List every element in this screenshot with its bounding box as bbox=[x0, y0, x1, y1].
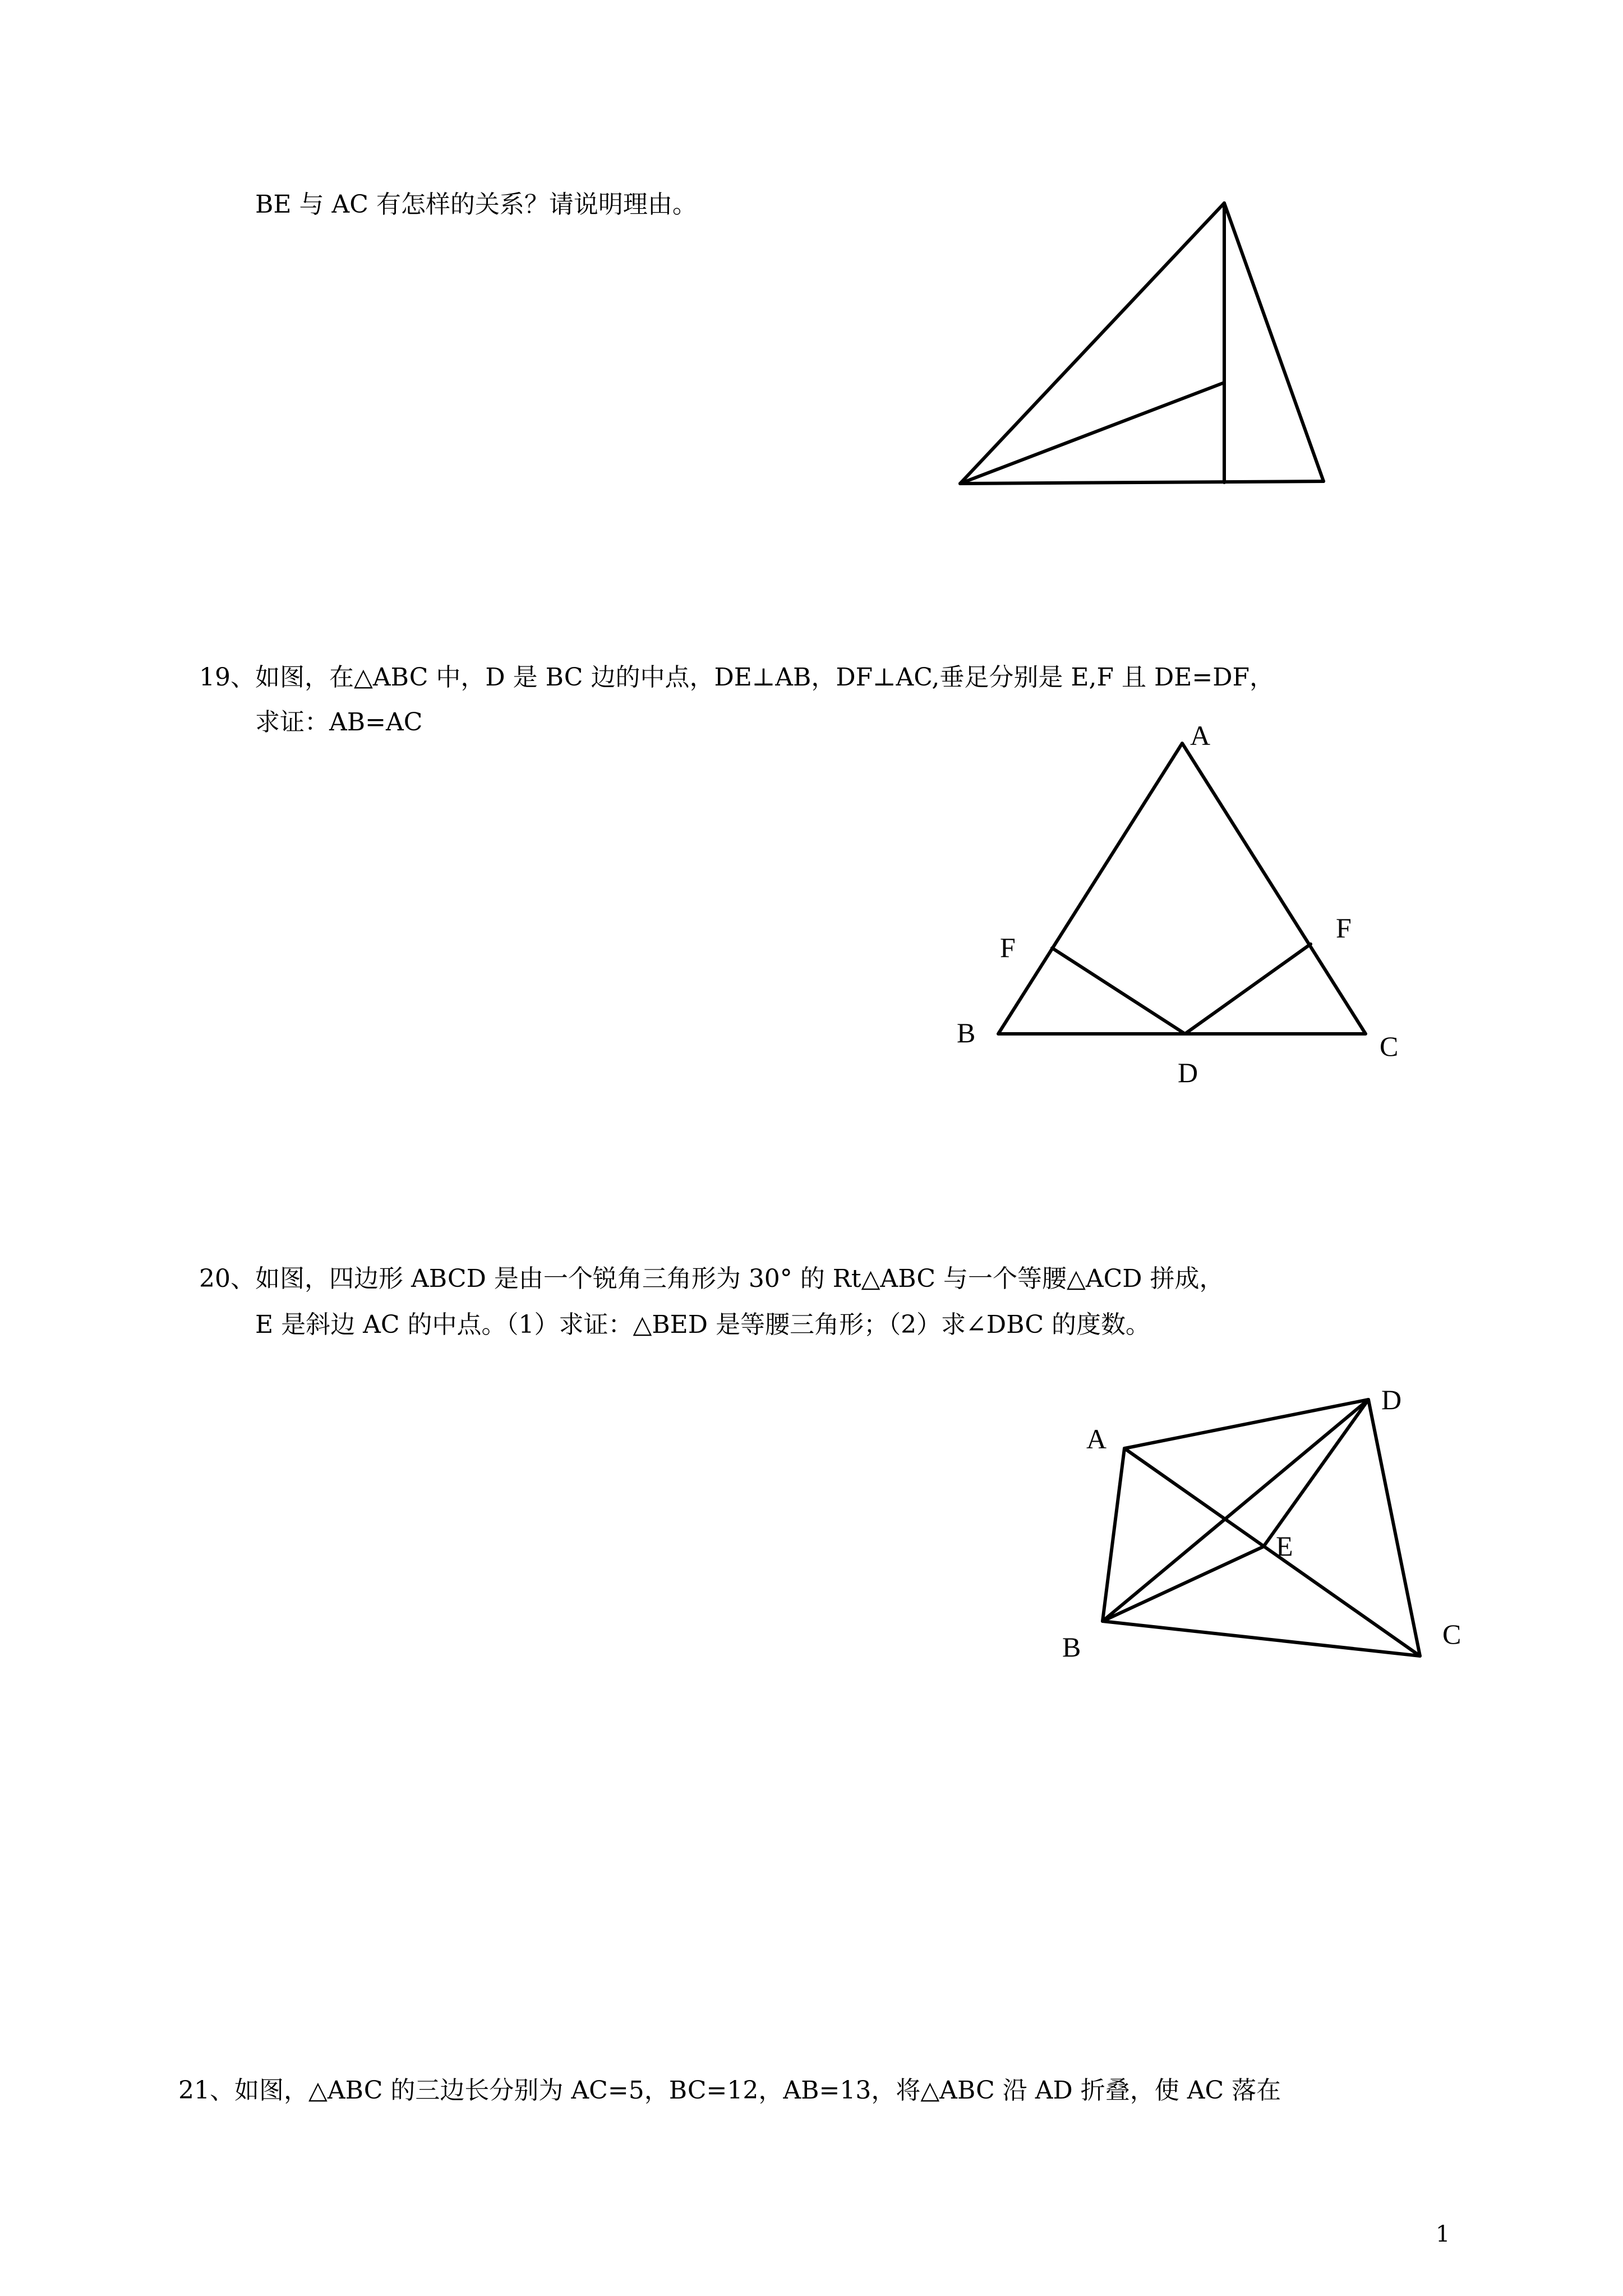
q21-text-line-1: 21、如图，△ABC 的三边长分别为 AC=5，BC=12，AB=13，将△ABC 沿 AD 折叠，使 AC 落在 bbox=[178, 2076, 1281, 2105]
q19-label-a: A bbox=[1190, 720, 1211, 751]
q20-segment-be bbox=[1103, 1547, 1264, 1621]
q20-label-b: B bbox=[1062, 1631, 1081, 1663]
q20-text-line-2: E 是斜边 AC 的中点。（1）求证：△BED 是等腰三角形；（2）求∠DBC 的度数。 bbox=[255, 1310, 1151, 1339]
q19-label-c: C bbox=[1380, 1030, 1399, 1062]
q18-text-line-1: BE 与 AC 有怎样的关系？请说明理由。 bbox=[255, 190, 697, 219]
q20-label-e: E bbox=[1276, 1530, 1293, 1562]
q20-label-a: A bbox=[1086, 1423, 1107, 1455]
q20-label-c: C bbox=[1442, 1618, 1461, 1650]
q20-label-d: D bbox=[1381, 1384, 1402, 1415]
q19-label-f-left: F bbox=[1000, 932, 1016, 963]
q20-quadrilateral-abcd bbox=[1103, 1400, 1420, 1656]
q19-label-d: D bbox=[1178, 1057, 1198, 1088]
q20-text-line-1: 20、如图，四边形 ABCD 是由一个锐角三角形为 30° 的 Rt△ABC 与一个等腰△ACD 拼成， bbox=[199, 1264, 1224, 1293]
q19-text-line-2: 求证：AB=AC bbox=[255, 708, 423, 737]
page-number: 1 bbox=[1436, 2221, 1450, 2247]
q20-diagonal-bd bbox=[1103, 1400, 1368, 1621]
q19-label-f-right: F bbox=[1336, 912, 1352, 944]
q19-text-line-1: 19、如图，在△ABC 中，D 是 BC 边的中点，DE⊥AB，DF⊥AC,垂足分别是 E,F 且 DE=DF， bbox=[199, 663, 1275, 692]
q19-label-b: B bbox=[957, 1017, 976, 1048]
